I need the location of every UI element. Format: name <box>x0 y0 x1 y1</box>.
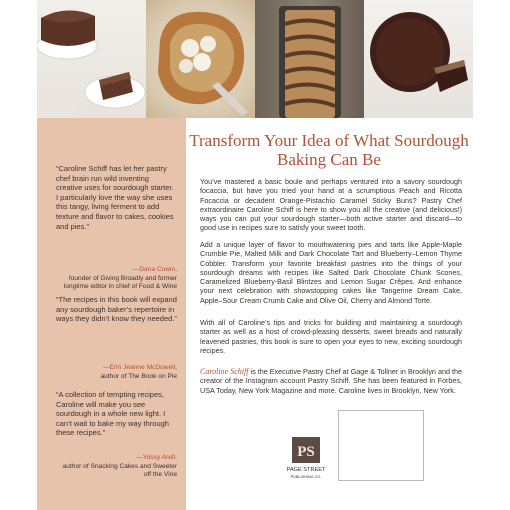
author-bio <box>200 367 462 395</box>
photo-galette <box>146 0 255 118</box>
photo-babka-loaf <box>255 0 364 118</box>
quote-author-name: —Dana Cowin, <box>132 266 177 273</box>
photo-chocolate-tart <box>364 0 473 118</box>
quote-dana-cowin <box>56 164 177 231</box>
photo-chocolate-cake <box>37 0 146 118</box>
publisher-monogram: PS <box>297 444 315 460</box>
description-paragraph: Add a unique layer of flavor to mouthwatering pies and tarts like Apple-Maple Crumble Pie, Malted Milk and Dark Chocolate Tart and Blueberry–Lemon Thyme Cobbler. Transform your favorite breakfast pastries into the things of your sourdough dreams with recipes like Salted Dark Chocolate Chunk Scones, Caramelized Blueberry-Basil Blintzes and Lemon Sugar Crêpes. And enhance your next celebration with showstopping cakes like Tangerine Dream Cake, Apple–Sour Cream Crumb Cake and Olive Oil, Cherry and Almond Torte. <box>200 240 462 305</box>
quote-author-name: —Erin Jeanne McDowell, <box>102 364 177 371</box>
author-bio-text: is the Executive Pastry Chef at Gage & Tollner in Brooklyn and the creator of the Instagram account Pastry Schiff. She has been featured in Forbes, USA Today, New York Magazine and more. Caroline lives in Brooklyn, New York. <box>200 367 463 395</box>
description-paragraph: With all of Caroline’s tips and tricks for building and maintaining a sourdough starter as well as a host of crowd-pleasing desserts, sweet breads and naturally leavened pastries, this book is sure to open your eyes to new, exciting sourdough recipes. <box>200 318 462 355</box>
publisher-name-line1: PAGE STREET <box>286 467 326 473</box>
photo-strip <box>37 0 473 118</box>
author-name: Caroline Schiff <box>200 367 249 376</box>
quote-yossy-arefi <box>56 390 177 438</box>
quote-text: “The recipes in this book will expand any sourdough baker’s repertoire in ways they didn’t know they needed.” <box>56 295 177 324</box>
quote-author-name: —Yossy Arefi, <box>136 454 177 461</box>
quote-text: “Caroline Schiff has let her pastry chef brain run wild inventing creative uses for sourdough starter. I particularly love the way she uses this tangy, living ferment to add texture and flavor to cakes, cookies and pies.” <box>56 164 174 231</box>
quote-attribution <box>56 364 177 381</box>
publisher-name-line2: PUBLISHING CO. <box>290 475 322 479</box>
quote-erin-mcdowell <box>56 295 177 324</box>
quote-panel <box>37 118 186 510</box>
quote-author-role: founder of Giving Broadly and former longtime editor in chief of Food & Wine <box>63 274 177 290</box>
description-paragraph: You’ve mastered a basic boule and perhaps ventured into a savory sourdough focaccia, but have you tried your hand at a scrumptious Peach and Ricotta Focaccia or decadent Orange-Pistachio Caramel Sticky Buns? Pastry Chef extraordinaire Caroline Schiff is here to show you all the creative (and delicious!) ways you can put your sourdough starter—both active starter and discard—to good use in recipes sure to satisfy your sweet tooth. <box>200 177 462 233</box>
quote-attribution <box>56 454 177 480</box>
barcode-box <box>338 410 424 481</box>
quote-attribution <box>56 266 177 292</box>
quote-author-role: author of Snacking Cakes and Sweeter off the Vine <box>62 462 177 478</box>
headline: Transform Your Idea of What Sourdough Baking Can Be <box>189 131 469 169</box>
publisher-logo <box>284 437 328 481</box>
quote-text: “A collection of tempting recipes, Caroline will make you see sourdough in a whole new light. I can’t wait to bake my way through these recipes.” <box>56 390 169 438</box>
quote-author-role: author of The Book on Pie <box>100 372 177 380</box>
